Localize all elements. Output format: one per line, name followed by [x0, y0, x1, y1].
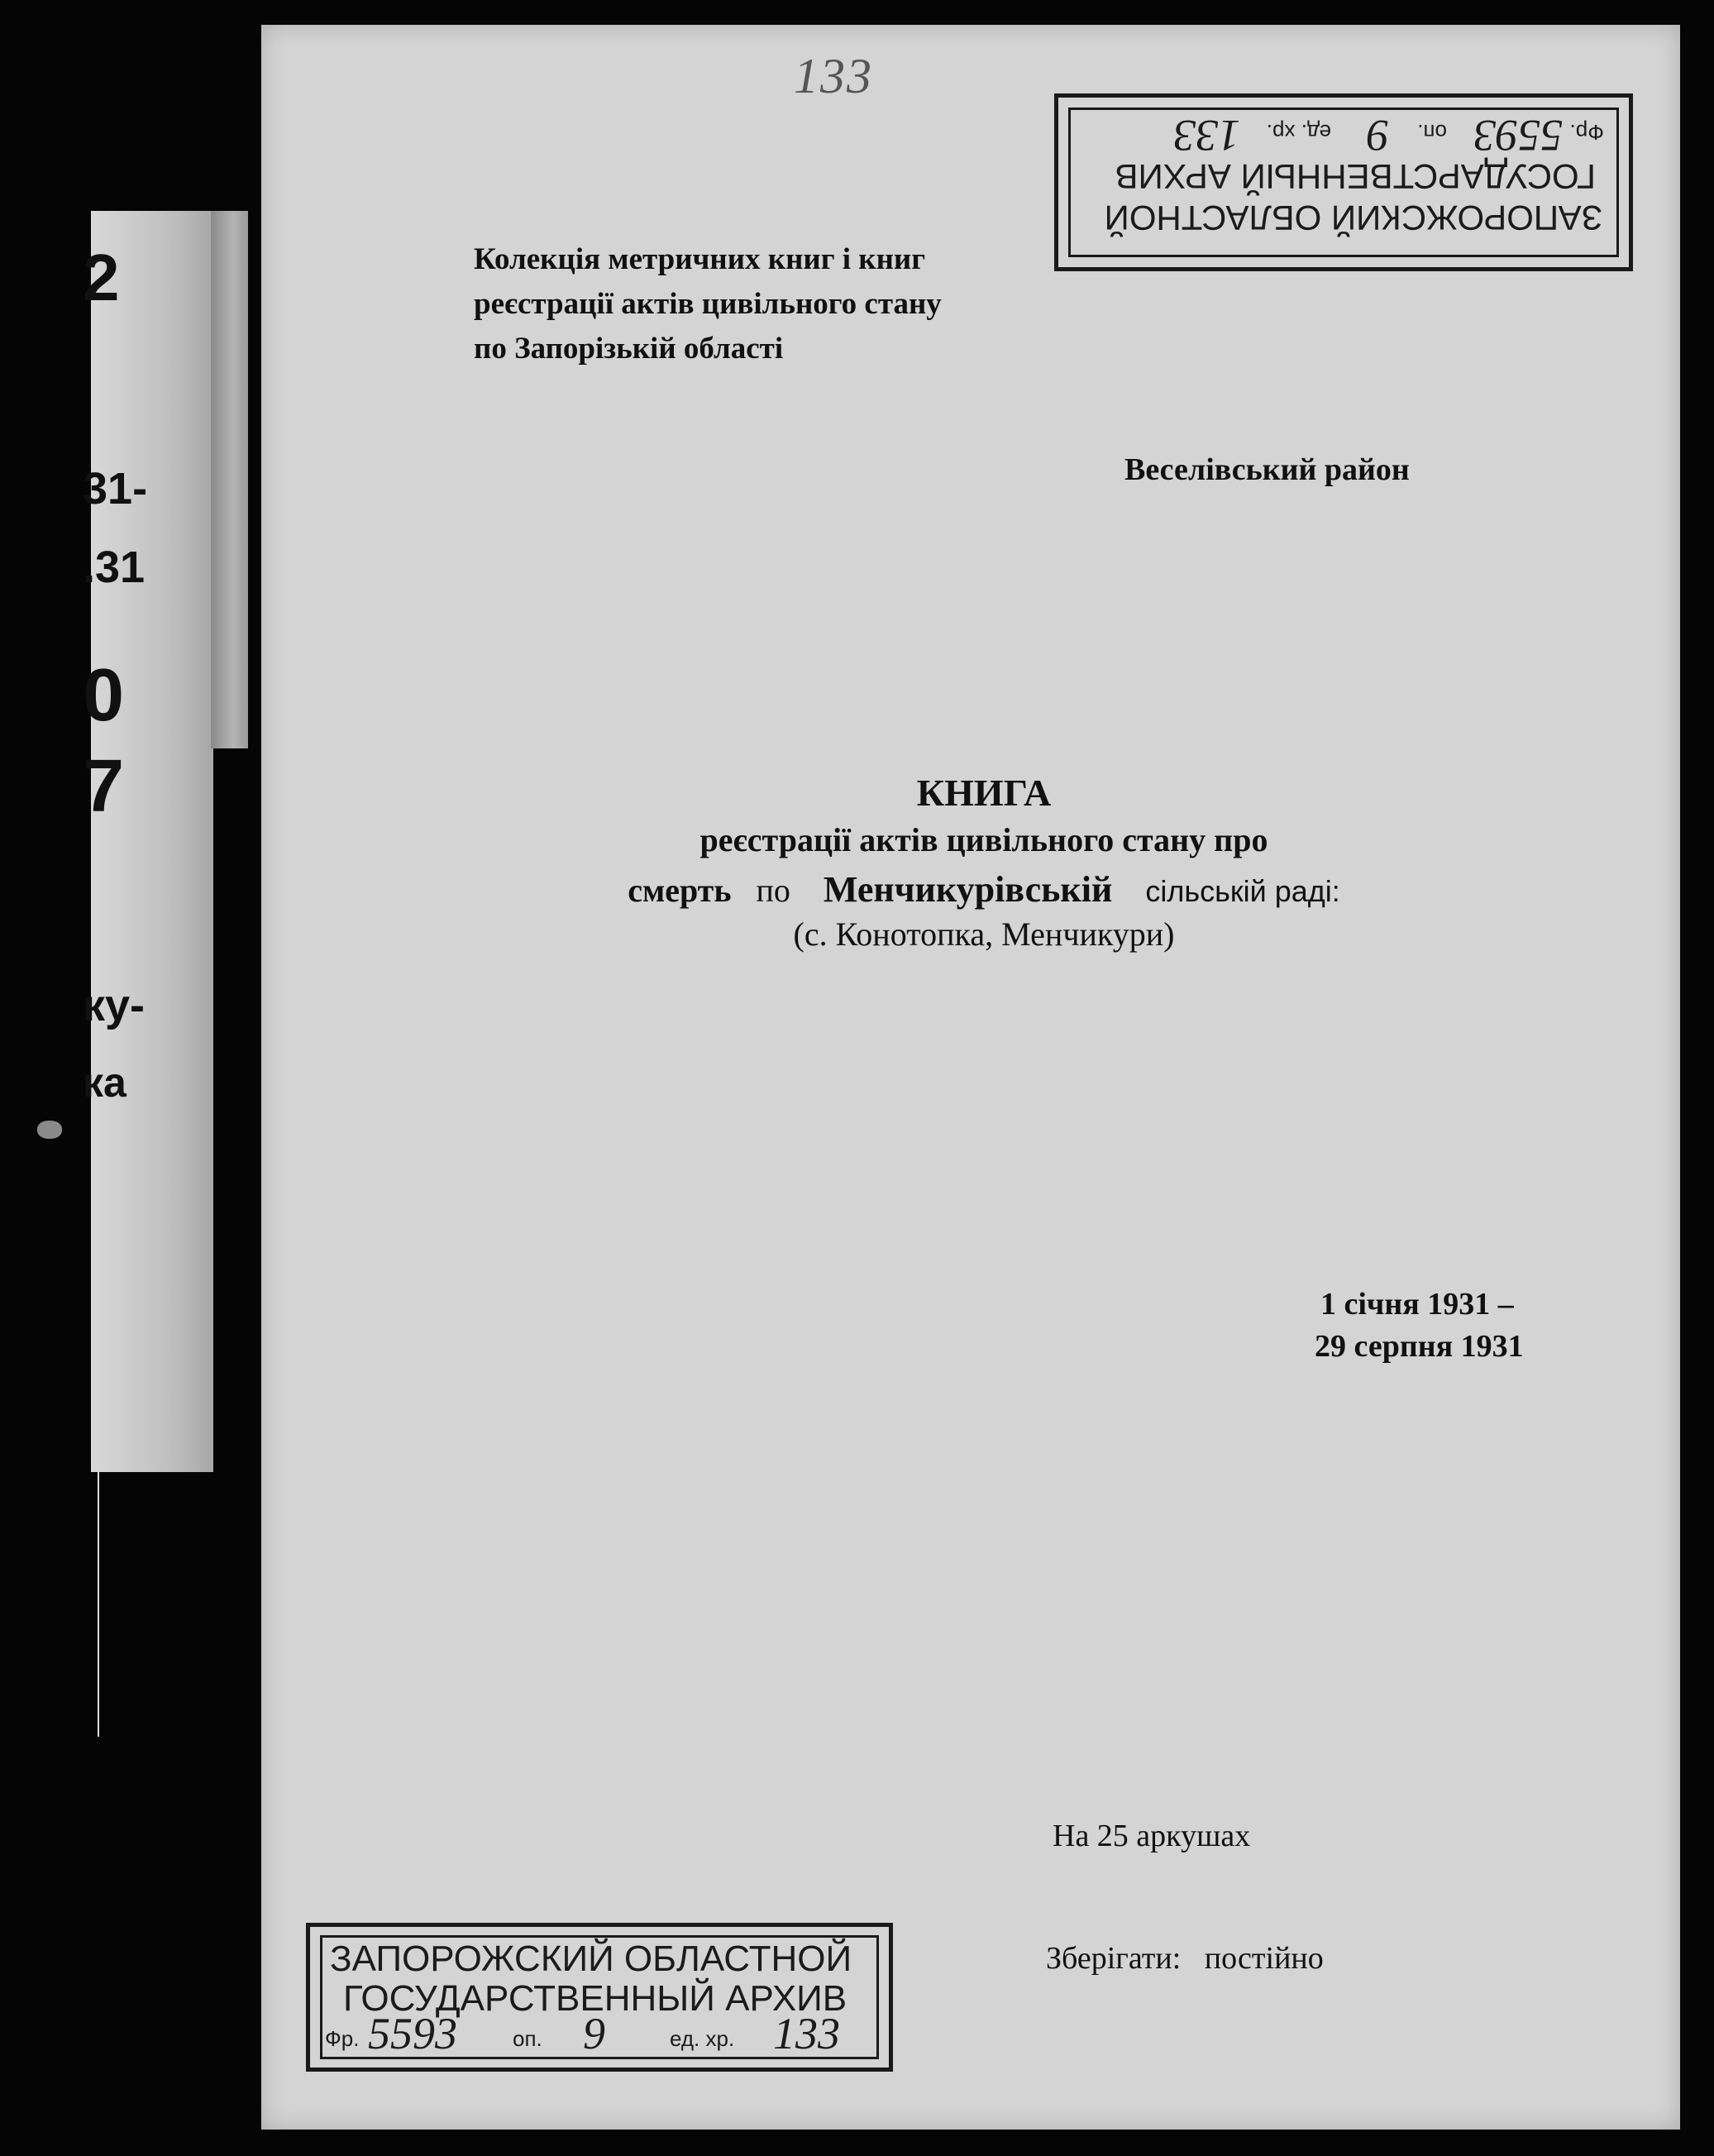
stamp-opis-label: оп. [513, 2026, 542, 2051]
spine-label: 31- [83, 464, 148, 514]
spine-label: 0 [83, 654, 125, 737]
spine-label: 2 [83, 241, 120, 314]
smudge [37, 1121, 62, 1139]
district: Веселівський район [1124, 452, 1410, 487]
spine-label: .31 [83, 543, 146, 592]
retention-label: Зберігати: [1046, 1941, 1182, 1976]
stamp-fond-number: 5593 [368, 2009, 457, 2058]
spine-label: 7 [83, 745, 125, 828]
date-start: 1 січня 1931 – [1320, 1287, 1514, 1322]
spine-tab [211, 211, 248, 748]
collection-line-2: реєстрації актів цивільного стану [474, 287, 942, 321]
stamp-opis-number: 9 [583, 2009, 605, 2058]
book-title: КНИГА [916, 772, 1052, 814]
sheets-count: На 25 аркушах [1053, 1819, 1251, 1853]
retention [1046, 1940, 1324, 1977]
sheet-number: 133 [794, 49, 873, 103]
stamp-fond-label: Фр. [1569, 120, 1604, 145]
title-council-name: Менчикурівській [823, 869, 1113, 910]
stamp-archive-name: ЗАПОРОЖСКИЙ ОБЛАСТНОЙ [1104, 198, 1602, 237]
stamp-archive-type: ГОСУДАРСТВЕННЫЙ АРХИВ [343, 1978, 847, 2019]
title-council-word: сільській раді: [1145, 874, 1340, 908]
stamp-unit-label: ед. хр. [1266, 120, 1331, 145]
archive-stamp-top [1054, 93, 1633, 271]
retention-value: постійно [1204, 1941, 1324, 1976]
title-villages: (с. Конотопка, Менчикури) [793, 915, 1175, 953]
spine-label: ка [83, 1059, 127, 1106]
title-line-1: реєстрації актів цивільного стану про [699, 821, 1268, 858]
collection-line-1: Колекція метричних книг і книг [474, 242, 926, 276]
stamp-opis-label: оп. [1417, 120, 1447, 145]
title-word-po: по [756, 872, 790, 909]
stamp-fond-number: 5593 [1473, 111, 1563, 160]
binding-spine [91, 211, 213, 1472]
title-line-2 [446, 868, 1521, 911]
stamp-archive-type: ГОСУДАРСТВЕННЫЙ АРХИВ [1115, 157, 1596, 196]
collection-line-3: по Запорізькій області [474, 332, 784, 366]
title-word-death: смерть [628, 872, 732, 909]
archive-stamp-bottom [306, 1923, 893, 2072]
stamp-unit-number: 133 [773, 2009, 840, 2058]
stamp-unit-number: 133 [1173, 111, 1240, 160]
stamp-opis-number: 9 [1367, 111, 1389, 160]
stamp-fond-label: Фр. [325, 2026, 360, 2051]
stamp-archive-name: ЗАПОРОЖСКИЙ ОБЛАСТНОЙ [330, 1938, 852, 1979]
binding-thread [98, 1472, 99, 1737]
spine-label: ку- [83, 981, 146, 1030]
date-end: 29 серпня 1931 [1315, 1329, 1524, 1364]
stamp-unit-label: ед. хр. [670, 2026, 735, 2051]
